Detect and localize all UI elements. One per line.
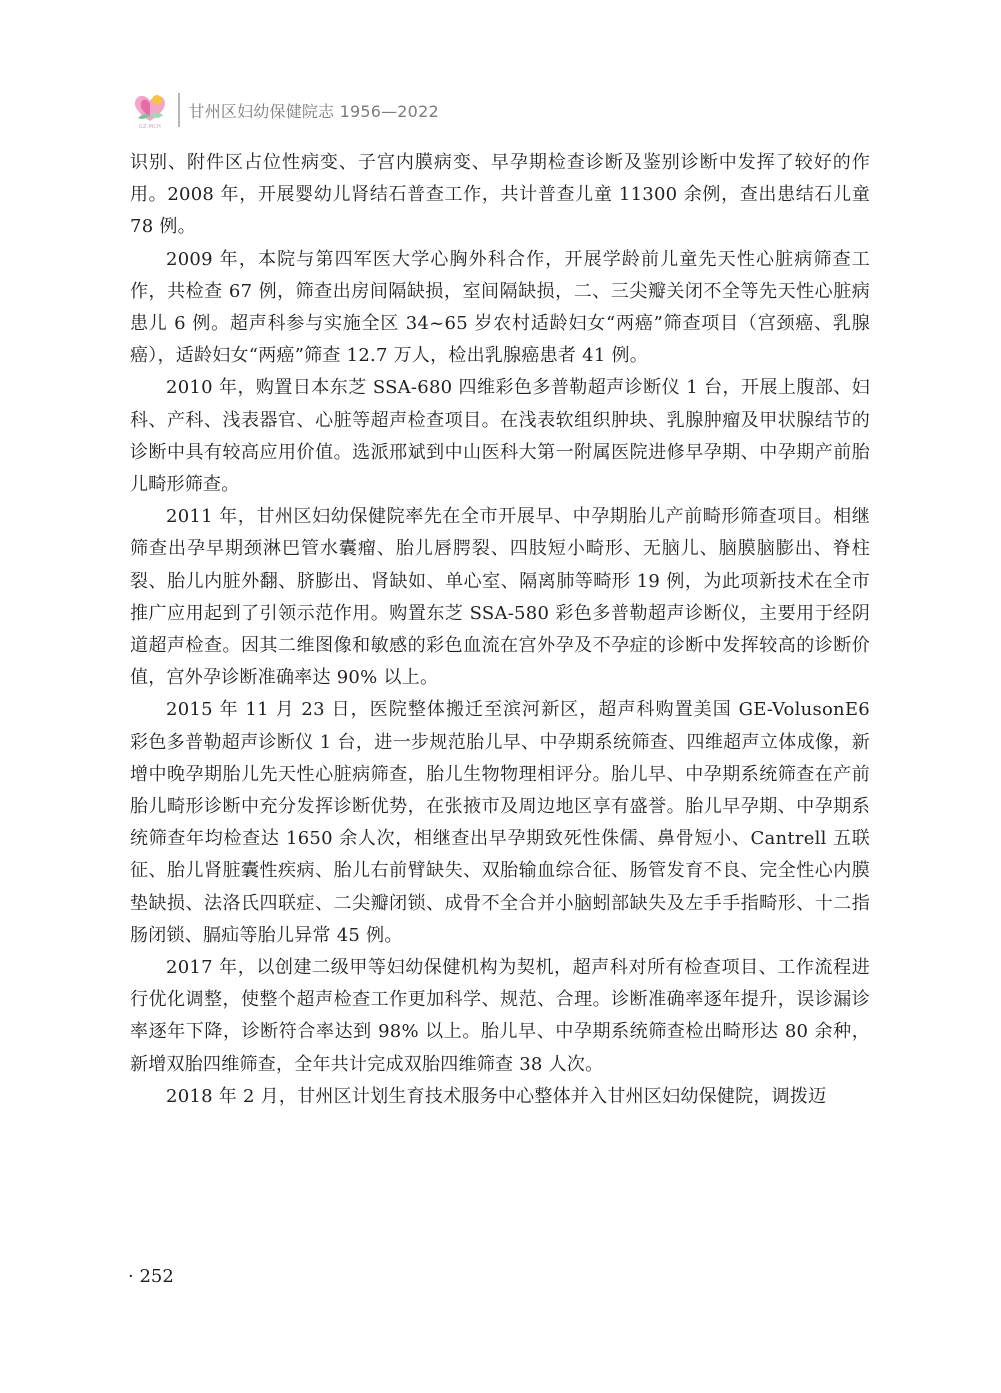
- header-divider: [178, 93, 180, 127]
- running-header: [128, 88, 439, 132]
- paragraph: 2017 年，以创建二级甲等妇幼保健机构为契机，超声科对所有检查项目、工作流程进行优化调整，使整个超声检查工作更加科学、规范、合理。诊断准确率逐年提升，误诊漏诊率逐年下降，诊断符合率达到 98% 以上。胎儿早、中孕期系统筛查检出畸形达 80 余种，新增双胎四维筛查，全年共计完成双胎四维筛查 38 人次。: [130, 957, 870, 1075]
- hospital-logo-icon: [128, 88, 172, 132]
- body-text: [130, 147, 870, 1113]
- page-number: · 252: [128, 1266, 174, 1287]
- book-title: 甘州区妇幼保健院志 1956—2022: [188, 101, 439, 121]
- paragraph: 2015 年 11 月 23 日，医院整体搬迁至滨河新区，超声科购置美国 GE-VolusonE6 彩色多普勒超声诊断仪 1 台，进一步规范胎儿早、中孕期系统筛查、四维超声立体成像，新增中晚孕期胎儿先天性心脏病筛查，胎儿生物物理相评分。胎儿早、中孕期系统筛查在产前胎儿畸形诊断中充分发挥诊断优势，在张掖市及周边地区享有盛誉。胎儿早孕期、中孕期系统筛查年均检查达 1650 余人次，相继查出早孕期致死性侏儒、鼻骨短小、Cantrell 五联征、胎儿肾脏囊性疾病、胎儿右前臂缺失、双胎输血综合征、肠管发育不良、完全性心内膜垫缺损、法洛氏四联症、二尖瓣闭锁、成骨不全合并小脑蚓部缺失及左手手指畸形、十二指肠闭锁、膈疝等胎儿异常 45 例。: [130, 699, 870, 946]
- paragraph: 2011 年，甘州区妇幼保健院率先在全市开展早、中孕期胎儿产前畸形筛查项目。相继筛查出孕早期颈淋巴管水囊瘤、胎儿唇腭裂、四肢短小畸形、无脑儿、脑膜脑膨出、脊柱裂、胎儿内脏外翻、脐膨出、肾缺如、单心室、隔离肺等畸形 19 例，为此项新技术在全市推广应用起到了引领示范作用。购置东芝 SSA-580 彩色多普勒超声诊断仪，主要用于经阴道超声检查。因其二维图像和敏感的彩色血流在宫外孕及不孕症的诊断中发挥较高的诊断价值，宫外孕诊断准确率达 90% 以上。: [130, 506, 870, 689]
- heart-flower-logo-icon: [128, 88, 172, 126]
- paragraph: 2009 年，本院与第四军医大学心胸外科合作，开展学龄前儿童先天性心脏病筛查工作，共检查 67 例，筛查出房间隔缺损，室间隔缺损，二、三尖瓣关闭不全等先天性心脏病患儿 6 例。超声科参与实施全区 34~65 岁农村适龄妇女“两癌”筛查项目（宫颈癌、乳腺癌），适龄妇女“两癌”筛查 12.7 万人，检出乳腺癌患者 41 例。: [130, 248, 870, 367]
- paragraph: 2018 年 2 月，甘州区计划生育技术服务中心整体并入甘州区妇幼保健院，调拨迈: [166, 1085, 827, 1107]
- logo-caption: GZ·MCH: [138, 124, 162, 130]
- paragraph: 2010 年，购置日本东芝 SSA-680 四维彩色多普勒超声诊断仪 1 台，开展上腹部、妇科、产科、浅表器官、心脏等超声检查项目。在浅表软组织肿块、乳腺肿瘤及甲状腺结节的诊断中具有较高应用价值。选派邢斌到中山医科大第一附属医院进修早孕期、中孕期产前胎儿畸形筛查。: [130, 377, 870, 496]
- paragraph: 识别、附件区占位性病变、子宫内膜病变、早孕期检查诊断及鉴别诊断中发挥了较好的作用。2008 年，开展婴幼儿肾结石普查工作，共计普查儿童 11300 余例，查出患结石儿童 78 例。: [130, 152, 870, 238]
